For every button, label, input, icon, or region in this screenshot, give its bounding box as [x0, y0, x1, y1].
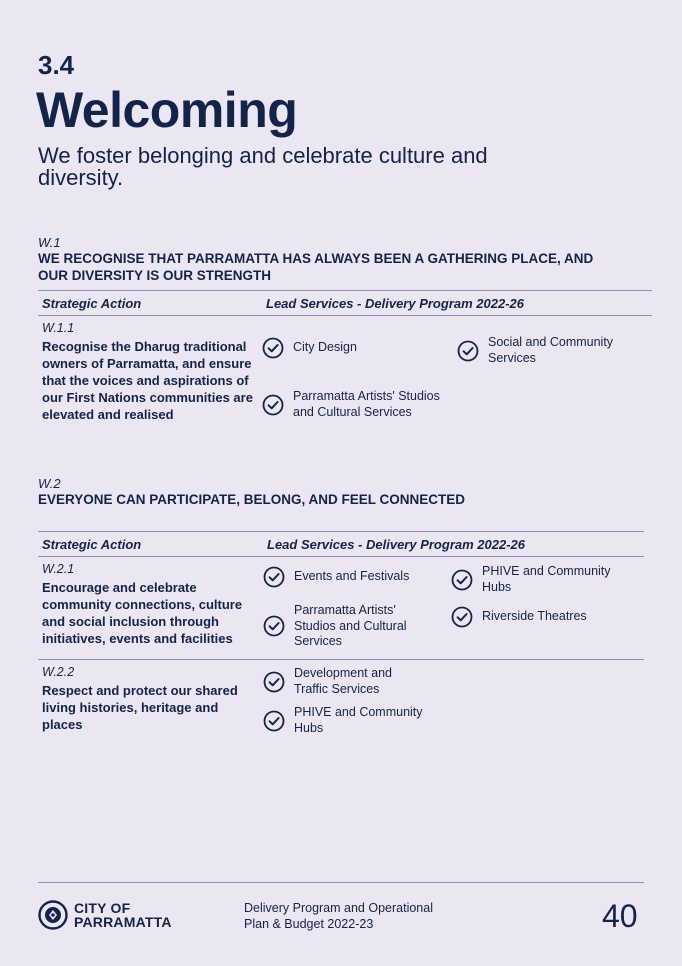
- column-header-strategic-action: Strategic Action: [42, 296, 142, 311]
- logo-line-2: PARRAMATTA: [74, 914, 172, 930]
- service-label: City Design: [293, 340, 357, 355]
- action-id: W.1.1: [42, 321, 75, 335]
- city-emblem-icon: [38, 900, 68, 930]
- action-text: Respect and protect our shared living histories, heritage and places: [42, 683, 238, 732]
- check-circle-icon: [262, 337, 284, 359]
- column-header-lead-services: Lead Services - Delivery Program 2022-26: [266, 296, 524, 311]
- service-label: Social and Community Services: [488, 335, 614, 365]
- city-logo: [38, 900, 172, 930]
- check-circle-icon: [451, 606, 473, 628]
- service-label: Riverside Theatres: [482, 609, 587, 624]
- document-title-line-1: Delivery Program and Operational: [244, 901, 433, 915]
- table-rule: [38, 531, 644, 532]
- service-item: [263, 566, 444, 588]
- table-rule: [38, 315, 652, 316]
- check-circle-icon: [262, 394, 284, 416]
- service-item: [262, 337, 433, 359]
- action-id: W.2.1: [42, 562, 75, 576]
- service-label: Events and Festivals: [294, 569, 410, 584]
- action-text: Recognise the Dharug traditional owners of Parramatta, and ensure that the voices and aspirations of our First Nations communities are elevated and realised: [42, 339, 253, 422]
- service-item: [451, 564, 632, 595]
- service-item: [263, 666, 414, 697]
- objective-title: EVERYONE CAN PARTICIPATE, BELONG, AND FEEL CONNECTED: [38, 492, 466, 507]
- footer-rule: [38, 882, 644, 883]
- logo-text: [74, 901, 172, 929]
- check-circle-icon: [263, 671, 285, 693]
- document-title-line-2: Plan & Budget 2022-23: [244, 916, 374, 931]
- service-label: PHIVE and Community Hubs: [294, 705, 423, 735]
- objective-id: W.2: [38, 476, 61, 491]
- objective-title: WE RECOGNISE THAT PARRAMATTA HAS ALWAYS BEEN A GATHERING PLACE, AND OUR DIVERSITY IS OUR STRENGTH: [38, 251, 594, 283]
- service-item: [263, 705, 444, 736]
- objective-id: W.1: [38, 235, 61, 250]
- service-item: [451, 606, 632, 628]
- table-rule: [38, 290, 652, 291]
- page-subtitle: We foster belonging and celebrate culture and diversity.: [38, 143, 488, 190]
- column-header-lead-services: Lead Services - Delivery Program 2022-26: [267, 537, 525, 552]
- action-id: W.2.2: [42, 665, 75, 679]
- service-label: PHIVE and Community Hubs: [482, 564, 611, 594]
- service-item: [457, 335, 638, 366]
- column-header-strategic-action: Strategic Action: [42, 537, 142, 552]
- page-title: Welcoming: [36, 82, 298, 138]
- table-rule: [38, 556, 644, 557]
- check-circle-icon: [263, 710, 285, 732]
- service-label: Parramatta Artists' Studios and Cultural Services: [294, 603, 407, 648]
- page-number: 40: [602, 898, 638, 934]
- check-circle-icon: [457, 340, 479, 362]
- check-circle-icon: [263, 566, 285, 588]
- service-item: [262, 389, 463, 420]
- logo-line-1: CITY OF: [74, 900, 131, 916]
- service-label: Parramatta Artists' Studios and Cultural Services: [293, 389, 440, 419]
- check-circle-icon: [263, 615, 285, 637]
- document-title: [244, 901, 433, 932]
- service-label: Development and Traffic Services: [294, 666, 392, 696]
- section-number: 3.4: [38, 50, 75, 80]
- service-item: [263, 603, 424, 650]
- action-text: Encourage and celebrate community connections, culture and social inclusion through initiatives, events and facilities: [42, 580, 243, 646]
- check-circle-icon: [451, 569, 473, 591]
- table-rule: [38, 659, 644, 660]
